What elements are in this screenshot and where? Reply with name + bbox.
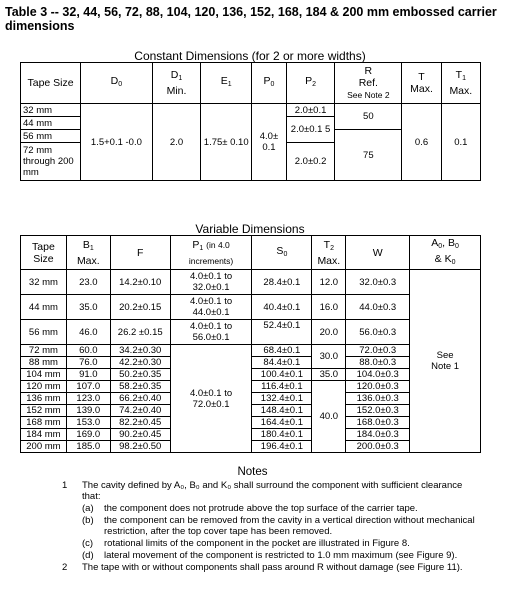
size-cell: 104 mm: [21, 369, 67, 381]
t2-cell: 35.0: [312, 369, 346, 381]
s0-cell: 116.4±0.1: [252, 381, 312, 393]
abk-cell: See Note 1: [410, 270, 481, 453]
f-cell: 98.2±0.50: [110, 441, 170, 453]
note-item-label: (c): [82, 538, 94, 549]
s0-cell: 100.4±0.1: [252, 369, 312, 381]
notes-title: Notes: [237, 466, 268, 478]
w-cell: 168.0±0.3: [346, 417, 410, 429]
p2-cell: 2.0±0.1: [286, 104, 335, 117]
p1-cell: 4.0±0.1 to 32.0±0.1: [170, 270, 252, 295]
p0-cell: 4.0± 0.1: [252, 104, 287, 181]
f-cell: 82.2±0.45: [110, 417, 170, 429]
w-cell: 56.0±0.3: [346, 320, 410, 345]
e1-cell: 1.75± 0.10: [201, 104, 252, 181]
t2-cell: 30.0: [312, 345, 346, 369]
p2-cell: 2.0±0.2: [286, 143, 335, 181]
header-t: T Max.: [402, 63, 441, 104]
w-cell: 88.0±0.3: [346, 357, 410, 369]
size-cell: 200 mm: [21, 441, 67, 453]
f-cell: 90.2±0.45: [110, 429, 170, 441]
b1-cell: 46.0: [66, 320, 110, 345]
s0-cell: 164.4±0.1: [252, 417, 312, 429]
header-w: W: [346, 236, 410, 270]
note-item-text: the component does not protrude above the top surface of the carrier tape.: [104, 503, 418, 514]
table-title: Table 3 -- 32, 44, 56, 72, 88, 104, 120, 136, 152, 168, 184 & 200 mm embossed carrier dimensions: [5, 5, 497, 33]
b1-cell: 139.0: [66, 405, 110, 417]
note-item-text: the component can be removed from the cavity in a vertical direction without mechanical restriction, after the top cover tape has been removed.: [104, 515, 475, 537]
note-1-text: The cavity defined by A₀, B₀ and K₀ shall surround the component with sufficient clearance that:: [82, 480, 463, 502]
header-t1: $T_1$ Max.: [441, 63, 480, 104]
s0-cell: 28.4±0.1: [252, 270, 312, 295]
b1-cell: 91.0: [66, 369, 110, 381]
note-1-number: 1: [62, 480, 68, 491]
header-b1: $B_1$ Max.: [66, 236, 110, 270]
r-cell: 75: [335, 130, 402, 181]
w-cell: 44.0±0.3: [346, 295, 410, 320]
b1-cell: 60.0: [66, 345, 110, 357]
note-2-text: The tape with or without components shall pass around R without damage (see Figure 11).: [82, 562, 463, 573]
header-f: F: [110, 236, 170, 270]
t2-cell: 40.0: [312, 381, 346, 453]
header-tape-size: Tape Size: [21, 236, 67, 270]
d0-cell: 1.5+0.1 -0.0: [81, 104, 153, 181]
note-2-number: 2: [62, 562, 68, 573]
b1-cell: 23.0: [66, 270, 110, 295]
s0-cell: 196.4±0.1: [252, 441, 312, 453]
f-cell: 20.2±0.15: [110, 295, 170, 320]
header-e1: $E_1$: [201, 63, 252, 104]
d1-cell: 2.0: [152, 104, 201, 181]
header-s0: $S_0$: [252, 236, 312, 270]
f-cell: 34.2±0.30: [110, 345, 170, 357]
b1-cell: 76.0: [66, 357, 110, 369]
note-item-text: lateral movement of the component is restricted to 1.0 mm maximum (see Figure 9).: [104, 550, 458, 561]
constant-dimensions-table: [20, 62, 481, 181]
header-r: R Ref. See Note 2: [335, 63, 402, 104]
note-item-label: (a): [82, 503, 94, 514]
t2-cell: 12.0: [312, 270, 346, 295]
note-item-text: rotational limits of the component in the pocket are illustrated in Figure 8.: [104, 538, 410, 549]
t2-cell: 16.0: [312, 295, 346, 320]
t2-cell: 20.0: [312, 320, 346, 345]
size-cell: 32 mm: [21, 270, 67, 295]
constant-caption: Constant Dimensions (for 2 or more widths): [134, 49, 366, 63]
w-cell: 136.0±0.3: [346, 393, 410, 405]
s0-cell: 40.4±0.1: [252, 295, 312, 320]
header-p1: $P_1$ (in 4.0 increments): [170, 236, 252, 270]
f-cell: 58.2±0.35: [110, 381, 170, 393]
size-cell: 184 mm: [21, 429, 67, 441]
b1-cell: 107.0: [66, 381, 110, 393]
s0-cell: 132.4±0.1: [252, 393, 312, 405]
w-cell: 104.0±0.3: [346, 369, 410, 381]
s0-cell: 180.4±0.1: [252, 429, 312, 441]
f-cell: 50.2±0.35: [110, 369, 170, 381]
w-cell: 184.0±0.3: [346, 429, 410, 441]
f-cell: 74.2±0.40: [110, 405, 170, 417]
p2-cell: 2.0±0.1 5: [286, 117, 335, 143]
b1-cell: 35.0: [66, 295, 110, 320]
size-cell: 136 mm: [21, 393, 67, 405]
size-cell: 44 mm: [21, 117, 81, 130]
b1-cell: 153.0: [66, 417, 110, 429]
t-cell: 0.6: [402, 104, 441, 181]
r-cell: 50: [335, 104, 402, 130]
p1-cell: 4.0±0.1 to 56.0±0.1: [170, 320, 252, 345]
header-d1: $D_1$ Min.: [152, 63, 201, 104]
note-item-label: (d): [82, 550, 94, 561]
note-item-label: (b): [82, 515, 94, 526]
header-d0: $D_0$: [81, 63, 153, 104]
s0-cell: 68.4±0.1: [252, 345, 312, 357]
size-cell: 44 mm: [21, 295, 67, 320]
size-cell: 72 mm through 200 mm: [21, 143, 81, 181]
f-cell: 42.2±0.30: [110, 357, 170, 369]
p1-cell: 4.0±0.1 to 72.0±0.1: [170, 345, 252, 453]
s0-cell: 84.4±0.1: [252, 357, 312, 369]
header-abk: $A_0$, $B_0$ & $K_0$: [410, 236, 481, 270]
size-cell: 152 mm: [21, 405, 67, 417]
header-tape-size: Tape Size: [21, 63, 81, 104]
header-p2: $P_2$: [286, 63, 335, 104]
s0-cell: 52.4±0.1: [252, 320, 312, 345]
f-cell: 66.2±0.40: [110, 393, 170, 405]
p1-cell: 4.0±0.1 to 44.0±0.1: [170, 295, 252, 320]
header-p0: $P_0$: [252, 63, 287, 104]
w-cell: 32.0±0.3: [346, 270, 410, 295]
size-cell: 56 mm: [21, 320, 67, 345]
w-cell: 72.0±0.3: [346, 345, 410, 357]
size-cell: 120 mm: [21, 381, 67, 393]
f-cell: 26.2 ±0.15: [110, 320, 170, 345]
size-cell: 32 mm: [21, 104, 81, 117]
header-t2: $T_2$ Max.: [312, 236, 346, 270]
b1-cell: 185.0: [66, 441, 110, 453]
f-cell: 14.2±0.10: [110, 270, 170, 295]
variable-dimensions-table: [20, 235, 481, 453]
size-cell: 56 mm: [21, 130, 81, 143]
b1-cell: 123.0: [66, 393, 110, 405]
size-cell: 168 mm: [21, 417, 67, 429]
t1-cell: 0.1: [441, 104, 480, 181]
variable-caption: Variable Dimensions: [195, 222, 305, 236]
size-cell: 88 mm: [21, 357, 67, 369]
s0-cell: 148.4±0.1: [252, 405, 312, 417]
w-cell: 152.0±0.3: [346, 405, 410, 417]
w-cell: 200.0±0.3: [346, 441, 410, 453]
b1-cell: 169.0: [66, 429, 110, 441]
size-cell: 72 mm: [21, 345, 67, 357]
w-cell: 120.0±0.3: [346, 381, 410, 393]
